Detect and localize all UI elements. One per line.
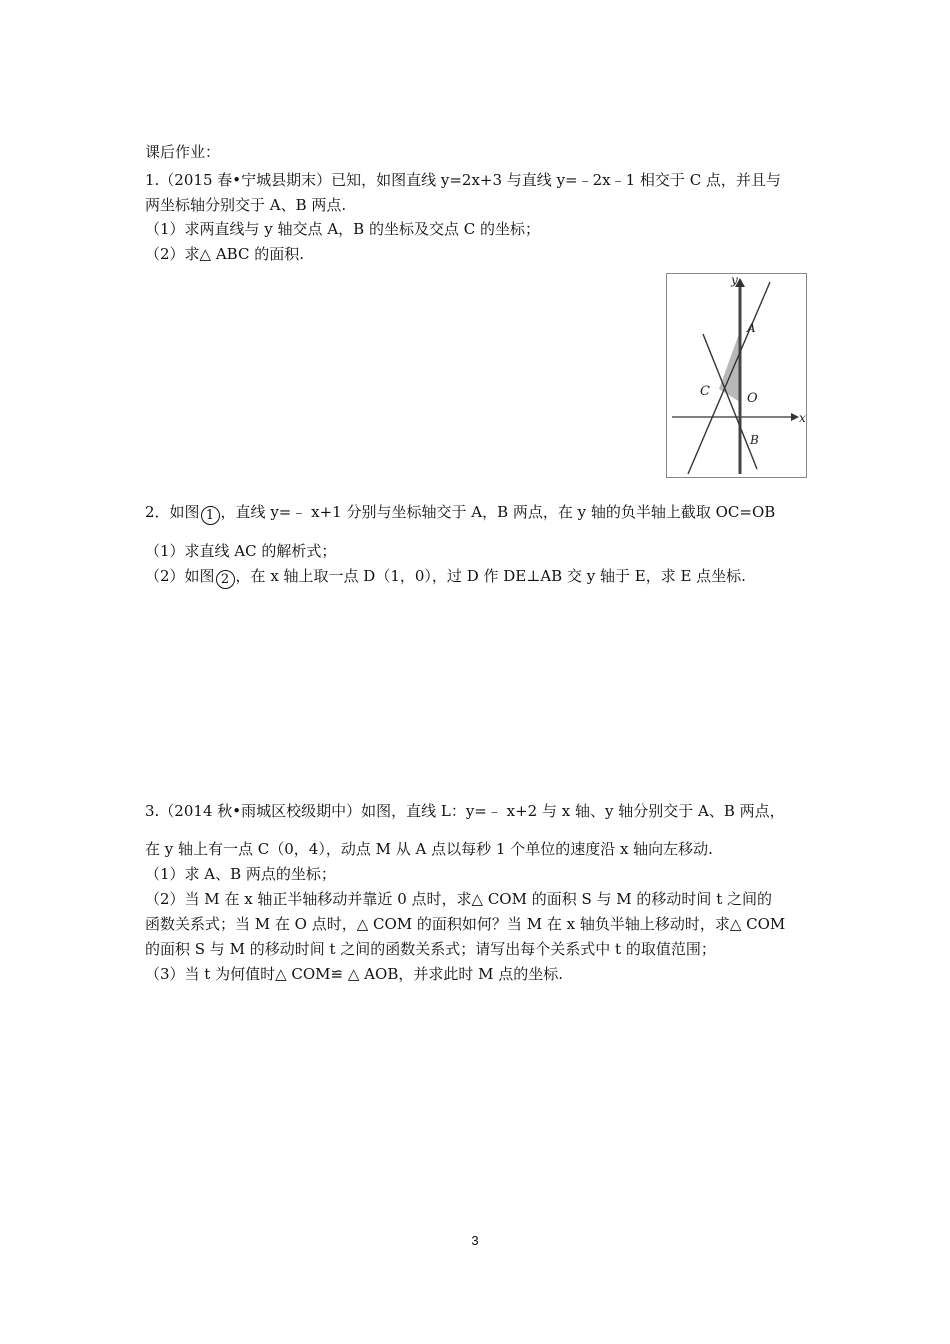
q2-part2-suffix: ，在 x 轴上取一点 D（1，0），过 D 作 DE⊥AB 交 y 轴于 E，求 E 点坐标. [235,567,746,585]
q3-line2: 在 y 轴上有一点 C（0，4），动点 M 从 A 点以每秒 1 个单位的速度沿 x 轴向左移动. [145,840,713,858]
homework-heading: 课后作业： [145,143,221,161]
q2-part2-prefix: （2）如图 [145,567,215,585]
label-b: B [750,433,759,447]
q3-line1: 3.（2014 秋•雨城区校级期中）如图，直线 L：y=﹣ x+2 与 x 轴、y 轴分别交于 A、B 两点， [145,802,785,820]
x-axis-arrow [791,413,799,421]
label-x: x [799,411,806,425]
label-o: O [747,391,758,406]
q3-part1: （1）求 A、B 两点的坐标； [145,865,336,883]
figure-1-circle: 1 [201,506,220,525]
q3-part2a: （2）当 M 在 x 轴正半轴移动并靠近 0 点时，求△ COM 的面积 S 与 M 的移动时间 t 之间的 [145,890,772,908]
page-number: 3 [471,1233,479,1248]
shaded-triangle-abc [719,331,740,402]
figure-2-circle: 2 [216,570,235,589]
label-y: y [731,274,738,287]
q1-figure-graph [667,274,806,477]
label-c: C [700,384,710,399]
q2-line1-suffix: ，直线 y=﹣ x+1 分别与坐标轴交于 A，B 两点，在 y 轴的负半轴上截取 OC=OB [220,503,776,521]
q1-line1: 1.（2015 春•宁城县期末）已知，如图直线 y=2x+3 与直线 y=﹣2x﹣1 相交于 C 点，并且与 [145,171,781,189]
q1-part2: （2）求△ ABC 的面积. [145,245,304,263]
label-a: A [747,321,756,335]
q3-part2b: 函数关系式；当 M 在 O 点时，△ COM 的面积如何？当 M 在 x 轴负半轴上移动时，求△ COM [145,915,786,933]
q1-line2: 两坐标轴分别交于 A、B 两点. [145,196,347,214]
q3-part2c: 的面积 S 与 M 的移动时间 t 之间的函数关系式；请写出每个关系式中 t 的取值范围； [145,940,716,958]
q2-line1 [145,502,775,525]
q1-figure [666,273,807,478]
q2-part1: （1）求直线 AC 的解析式； [145,542,337,560]
q2-line1-prefix: 2．如图 [145,503,200,521]
q1-part1: （1）求两直线与 y 轴交点 A，B 的坐标及交点 C 的坐标； [145,220,540,238]
q3-part3: （3）当 t 为何值时△ COM≌ △ AOB，并求此时 M 点的坐标. [145,965,564,983]
q2-part2 [145,566,746,589]
